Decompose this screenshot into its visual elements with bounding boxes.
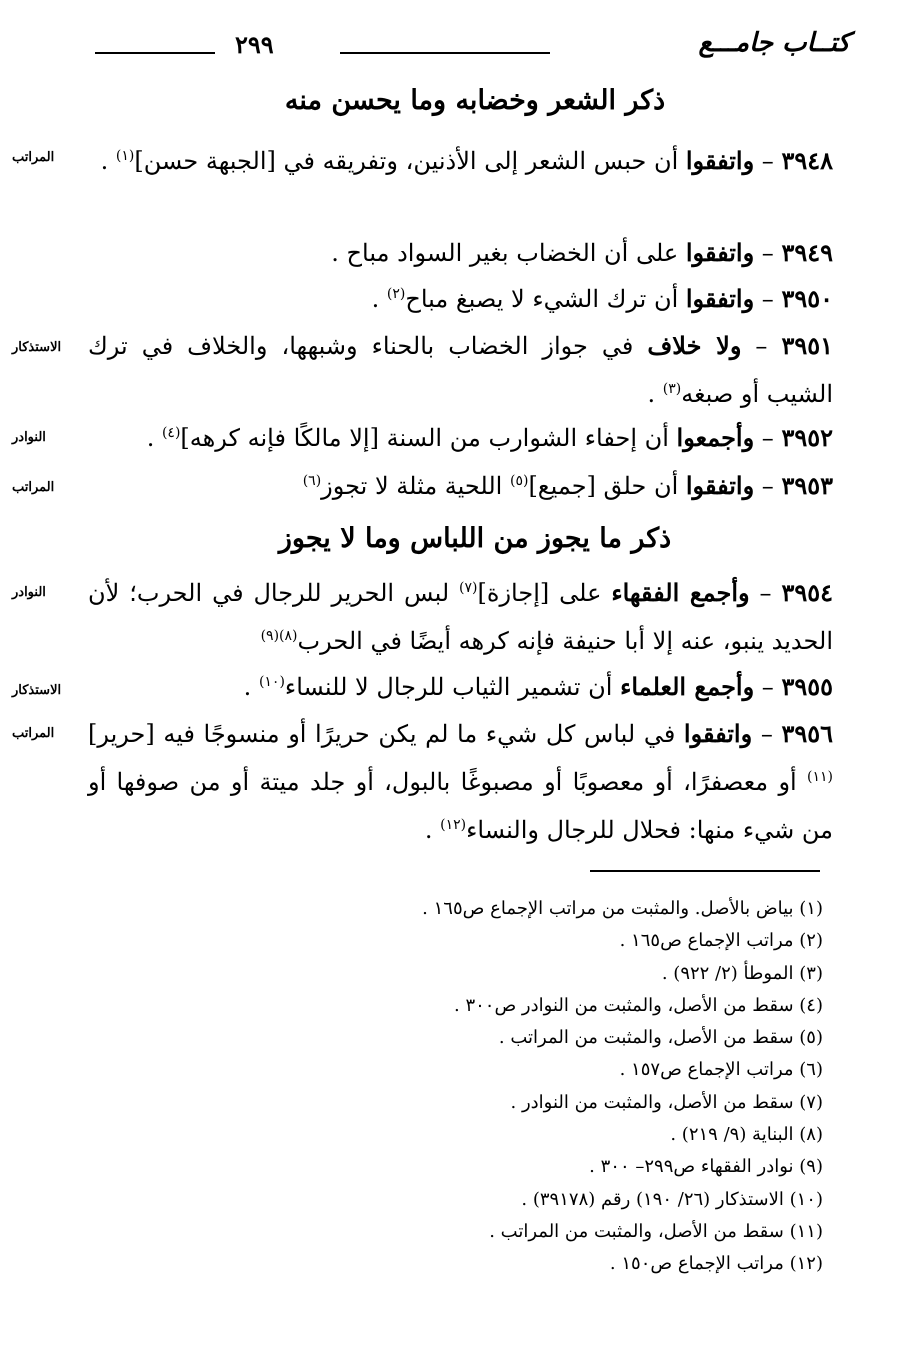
footnote-ref: (٢) (386, 286, 406, 302)
source-label: الاستذكار (12, 340, 62, 355)
entry-tail: . (146, 424, 162, 452)
entry-keyword: وأجمعوا (676, 423, 755, 452)
entry-keyword: وأجمع الفقهاء (611, 578, 750, 607)
footnote-ref: (٤) (161, 425, 181, 441)
entry-text: في جواز الخضاب بالحناء وشبهها، والخلاف في ترك الشيب أو صبغه (88, 332, 833, 408)
entry-text: على [إجازة] (477, 579, 612, 607)
source-label: المراتب (12, 150, 55, 165)
entry-tail: . (100, 147, 116, 175)
entry-3954 (88, 569, 833, 665)
entry-text: أن إحفاء الشوارب من السنة [إلا مالكًا فإنه كرهه] (180, 424, 677, 452)
source-label: النوادر (12, 585, 46, 600)
entry-text-continued: اللحية مثلة لا تجوز (321, 472, 510, 500)
section-heading: ذكر ما يجوز من اللباس وما لا يجوز (278, 523, 672, 554)
entry-text: أن حبس الشعر إلى الأذنين، وتفريقه في [الجبهة حسن] (134, 147, 686, 175)
footnote-ref: (١١) (807, 769, 833, 785)
footnote: (١٠) الاستذكار (٢٦/ ١٩٠) رقم (٣٩١٧٨) . (521, 1188, 823, 1210)
entry-keyword: واتفقوا (685, 238, 755, 267)
entry-number: ٣٩٥٥ (781, 672, 833, 701)
footnote: (٦) مراتب الإجماع ص١٥٧ . (619, 1059, 823, 1081)
entry-separator: – (754, 424, 782, 452)
entry-text: في لباس كل شيء ما لم يكن حريرًا أو منسوجًا فيه [حرير] (88, 720, 684, 748)
entry-text-continued: لبس الحرير للرجال في الحرب؛ لأن الحديد ينبو، عنه إلا أبا حنيفة فإنه كرهه أيضًا في الحرب (88, 579, 833, 655)
entry-3950 (88, 275, 833, 323)
footnote: (٧) سقط من الأصل، والمثبت من النوادر . (510, 1091, 823, 1113)
footnote: (٢) مراتب الإجماع ص١٦٥ . (619, 930, 823, 952)
running-header (95, 26, 850, 66)
entry-text: على أن الخضاب بغير السواد مباح . (331, 239, 686, 267)
entry-text: أن تشمير الثياب للرجال لا للنساء (284, 673, 621, 701)
entry-separator: – (752, 720, 782, 748)
source-label: النوادر (12, 430, 46, 445)
book-title: كتــاب جامـــع (698, 28, 850, 58)
entry-text: أن حلق [جميع] (528, 472, 686, 500)
entry-text-continued: أو معصفرًا، أو معصوبًا أو مصبوغًا بالبول، أو جلد ميتة أو من صوفها أو من شيء منها: فحلال للرجال والنساء (88, 768, 833, 844)
entry-tail: . (424, 816, 441, 844)
entry-3949 (88, 229, 833, 277)
footnote: (٤) سقط من الأصل، والمثبت من النوادر ص٣٠٠ . (453, 994, 823, 1016)
footnote: (٣) الموطأ (٢/ ٩٢٢) . (661, 962, 823, 984)
entry-separator: – (749, 579, 782, 607)
footnote: (٩) نوادر الفقهاء ص٢٩٩– ٣٠٠ . (589, 1156, 823, 1178)
footnote: (١٢) مراتب الإجماع ص١٥٠ . (609, 1253, 823, 1275)
entry-separator: – (754, 239, 782, 267)
section-heading: ذكر الشعر وخضابه وما يحسن منه (284, 85, 666, 116)
entry-number: ٣٩٥٦ (781, 719, 833, 748)
entry-number: ٣٩٥٣ (781, 471, 833, 500)
source-label: المراتب (12, 480, 55, 495)
entry-3956 (88, 710, 833, 854)
footnote: (٨) البناية (٩/ ٢١٩) . (670, 1124, 823, 1146)
entry-3953 (88, 462, 833, 510)
entry-keyword: ولا خلاف (647, 331, 742, 360)
footnote-ref: (٦) (302, 473, 322, 489)
entry-3951 (88, 322, 833, 418)
entry-number: ٣٩٥٢ (781, 423, 833, 452)
entry-keyword: واتفقوا (683, 719, 753, 748)
header-rule (340, 52, 550, 54)
footnote-ref: (١) (115, 148, 135, 164)
entry-separator: – (754, 147, 782, 175)
entry-keyword: وأجمع العلماء (620, 672, 755, 701)
entry-keyword: واتفقوا (685, 284, 755, 313)
footnote-ref: (٥) (509, 473, 529, 489)
footnote-separator (590, 870, 820, 872)
footnote-ref: (٧) (459, 580, 478, 596)
source-label: المراتب (12, 726, 55, 741)
footnote: (٥) سقط من الأصل، والمثبت من المراتب . (498, 1027, 823, 1049)
entry-3948 (88, 137, 833, 185)
entry-tail: . (647, 380, 663, 408)
entry-number: ٣٩٤٨ (781, 146, 833, 175)
entry-tail: . (243, 673, 259, 701)
footnote-ref: (٨)(٩) (260, 628, 298, 644)
entry-separator: – (754, 472, 782, 500)
entry-number: ٣٩٥٠ (781, 284, 833, 313)
entry-tail: . (371, 285, 387, 313)
entry-3952 (88, 414, 833, 462)
source-label: الاستذكار (12, 683, 62, 698)
entry-separator: – (754, 285, 782, 313)
entry-number: ٣٩٥٤ (781, 578, 834, 607)
footnotes-list (90, 893, 823, 1281)
entry-keyword: واتفقوا (685, 146, 755, 175)
page-number: ٢٩٩ (235, 30, 274, 59)
footnote: (١) بياض بالأصل. والمثبت من مراتب الإجماع ص١٦٥ . (422, 898, 823, 919)
entry-text: أن ترك الشيء لا يصبغ مباح (405, 285, 686, 313)
entry-3955 (88, 663, 833, 711)
footnote-ref: (١٢) (440, 817, 467, 833)
entry-number: ٣٩٤٩ (781, 238, 833, 267)
header-rule (95, 52, 215, 54)
entry-separator: – (754, 673, 782, 701)
footnote: (١١) سقط من الأصل، والمثبت من المراتب . (489, 1220, 823, 1242)
entry-keyword: واتفقوا (685, 471, 755, 500)
entry-separator: – (741, 332, 782, 360)
entry-number: ٣٩٥١ (781, 331, 833, 360)
footnote-ref: (١٠) (258, 674, 285, 690)
footnote-ref: (٣) (662, 381, 682, 397)
